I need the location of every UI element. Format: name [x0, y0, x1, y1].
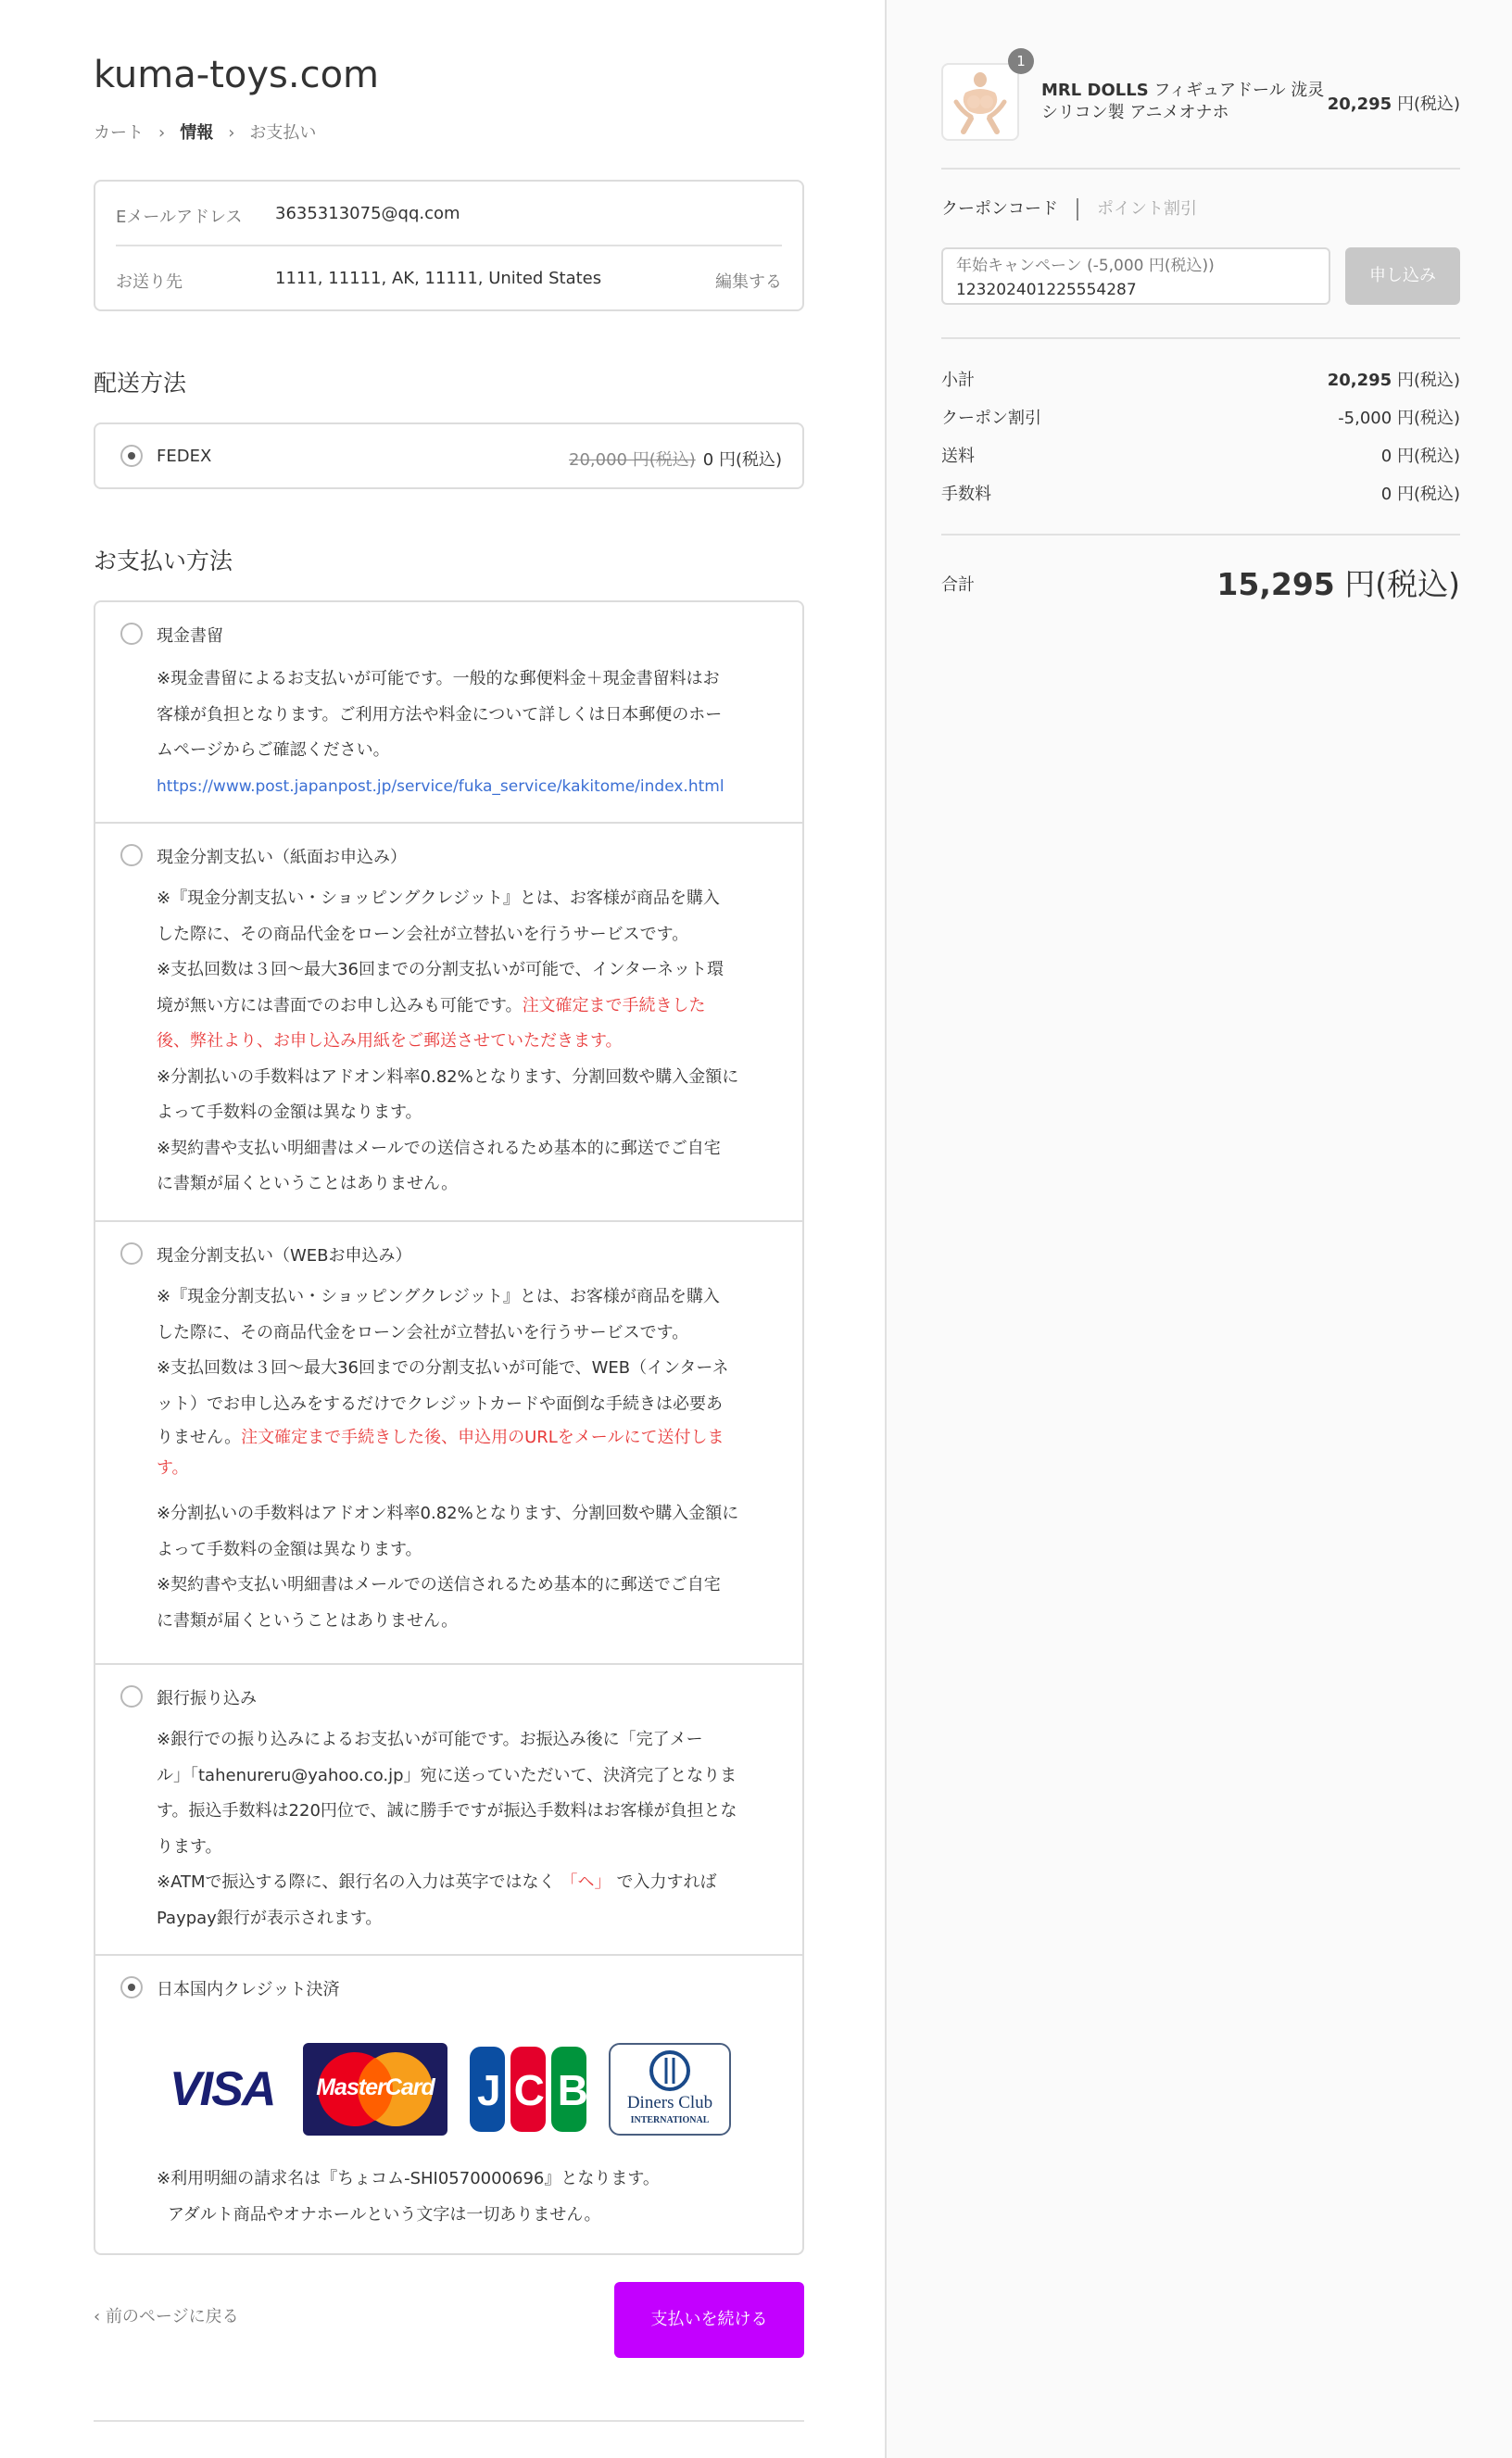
coupon-placeholder: 年始キャンペーン (-5,000 円(税込)): [956, 257, 1215, 275]
ship-to-label: お送り先: [116, 272, 183, 292]
shipping-fee-amount: 0: [1380, 447, 1392, 466]
card-logos: [170, 2043, 744, 2136]
description-text: で入力すれば: [616, 1872, 717, 1892]
description-line: よって手数料の金額は異なります。: [157, 1539, 422, 1559]
edit-address-link[interactable]: 編集する: [715, 272, 782, 292]
radio-icon[interactable]: [120, 1976, 143, 1998]
subtotal-unit: 円(税込): [1396, 371, 1460, 390]
cart-line-item: [941, 53, 1460, 145]
payment-method-title: 現金分割支払い（WEBお申込み）: [157, 1246, 412, 1266]
payment-method-cash-registered[interactable]: [95, 602, 802, 822]
description-line: ります。: [157, 1836, 222, 1857]
description-text: ※ATMで振込する際に、銀行名の入力は英字ではなく: [157, 1872, 556, 1892]
email-row: [116, 182, 782, 246]
radio-icon[interactable]: [120, 1242, 143, 1265]
email-label: Eメールアドレス: [116, 208, 243, 227]
japanpost-link[interactable]: https://www.post.japanpost.jp/service/fuka_service/kakitome/index.html: [157, 776, 724, 796]
jcb-logo: [468, 2043, 602, 2136]
red-notice: 後、弊社より、お申し込み用紙をご郵送させていただきます。: [157, 1031, 623, 1051]
handling-fee-unit: 円(税込): [1396, 485, 1460, 504]
ship-to-row: [116, 246, 782, 311]
product-name-text: フィギュアドール 泷灵: [1153, 81, 1325, 100]
description-line: す。振込手数料は220円位で、誠に勝手ですが振込手数料はお客様が負担とな: [157, 1801, 737, 1821]
back-link-label: 前のページに戻る: [105, 2307, 239, 2326]
payment-method-installment-web[interactable]: [95, 1220, 802, 1663]
description-line: Paypay銀行が表示されます。: [157, 1908, 383, 1928]
description-line: ※現金書留によるお支払いが可能です。一般的な郵便料金＋現金書留料はお: [157, 669, 720, 688]
diners-international: INTERNATIONAL: [630, 2115, 710, 2125]
description-line: ※『現金分割支払い・ショッピングクレジット』とは、お客様が商品を購入: [157, 1287, 720, 1306]
shipping-title: 配送方法: [94, 370, 187, 397]
product-brand: MRL DOLLS: [1041, 81, 1149, 100]
handling-fee-value: [1381, 481, 1460, 505]
chevron-left-icon: ‹: [94, 2307, 101, 2326]
red-notice: 「ヘ」: [561, 1872, 611, 1892]
radio-icon[interactable]: [120, 844, 143, 866]
jcb-wordmark: JCB: [477, 2066, 602, 2114]
visa-logo: VISA: [170, 2062, 275, 2116]
shipping-method-fedex[interactable]: [94, 422, 804, 489]
description-line: [157, 989, 768, 1025]
total-row: [941, 561, 1460, 607]
divider: [941, 337, 1460, 339]
subtotal-row: [941, 367, 1460, 395]
description-line: ※支払回数は３回～最大36回までの分割支払いが可能で、インターネット環: [157, 960, 724, 979]
payment-method-description: [157, 1722, 768, 1936]
description-line: ※支払回数は３回～最大36回までの分割支払いが可能で、WEB（インターネ: [157, 1358, 729, 1378]
description-text: 境が無い方には書面でのお申し込みも可能です。: [157, 995, 523, 1015]
product-price-unit: 円(税込): [1396, 95, 1460, 114]
mastercard-wordmark: MasterCard: [316, 2074, 435, 2100]
subtotal-amount: 20,295: [1327, 371, 1392, 390]
description-line: よって手数料の金額は異なります。: [157, 1103, 422, 1122]
payment-method-title: 銀行振り込み: [157, 1689, 257, 1708]
description-line: ※契約書や支払い明細書はメールでの送信されるため基本的に郵送でご自宅: [157, 1138, 721, 1158]
payment-method-title: 日本国内クレジット決済: [157, 1980, 340, 1999]
product-name-text: シリコン製 アニメオナホ: [1041, 103, 1229, 122]
coupon-discount-unit: 円(税込): [1396, 409, 1460, 428]
divider: [941, 534, 1460, 536]
description-line: ※利用明細の請求名は『ちょコム-SHI0570000696』となります。: [157, 2169, 660, 2188]
shipping-fee-label: 送料: [941, 447, 975, 466]
contact-info-box: [94, 180, 804, 311]
description-text: りません。: [157, 1428, 242, 1447]
description-line: ル」「tahenureru@yahoo.co.jp」宛に送っていただいて、決済完了となりま: [157, 1765, 737, 1785]
breadcrumb-payment: お支払い: [249, 123, 317, 143]
coupon-discount-value: [1338, 405, 1460, 429]
tab-coupon-code[interactable]: クーポンコード: [941, 199, 1058, 219]
shipping-original-price: 20,000 円(税込): [569, 450, 696, 470]
divider: [941, 168, 1460, 170]
description-line: [157, 1865, 768, 1901]
payment-method-title: 現金書留: [157, 626, 223, 646]
total-label: 合計: [941, 575, 975, 595]
payment-method-description: [157, 2162, 768, 2233]
figure-doll-image: [943, 65, 1017, 139]
tab-separator: [1077, 198, 1078, 221]
product-name: [1041, 80, 1347, 124]
payment-method-description: [157, 1279, 768, 1639]
handling-fee-row: [941, 481, 1460, 509]
coupon-discount-row: [941, 405, 1460, 433]
red-notice: 注文確定まで手続きした: [522, 995, 706, 1015]
breadcrumb-cart[interactable]: カート: [94, 123, 144, 143]
back-link[interactable]: [94, 2303, 239, 2327]
handling-fee-amount: 0: [1380, 485, 1392, 504]
apply-coupon-button[interactable]: 申し込み: [1345, 247, 1460, 305]
red-notice: す。: [157, 1458, 189, 1478]
payment-method-credit-card[interactable]: [95, 1954, 802, 2255]
radio-icon[interactable]: [120, 623, 143, 645]
continue-to-payment-button[interactable]: 支払いを続ける: [614, 2282, 804, 2358]
store-title[interactable]: kuma-toys.com: [94, 54, 380, 96]
red-notice: 注文確定まで手続きした後、申込用のURLをメールにて送付しま: [241, 1428, 724, 1447]
description-line: に書類が届くということはありません。: [157, 1610, 459, 1631]
total-value: [1216, 561, 1460, 604]
description-line: アダルト商品やオナホールという文字は一切ありません。: [168, 2204, 601, 2225]
coupon-discount-label: クーポン割引: [941, 409, 1041, 428]
payment-method-title: 現金分割支払い（紙面お申込み）: [157, 848, 407, 867]
description-line: ット）でお申し込みをするだけでクレジットカードや面倒な手続きは必要あ: [157, 1393, 724, 1414]
ship-to-value: 1111, 11111, AK, 11111, United States: [275, 269, 602, 288]
footer-divider: [94, 2420, 804, 2422]
description-line: ※契約書や支払い明細書はメールでの送信されるため基本的に郵送でご自宅: [157, 1575, 721, 1595]
description-line: ムページからご確認ください。: [157, 740, 390, 760]
diners-wordmark: Diners Club: [626, 2093, 713, 2112]
description-line: [157, 1422, 768, 1453]
description-line: した際に、その商品代金をローン会社が立替払いを行うサービスです。: [157, 924, 689, 944]
description-line: ※『現金分割支払い・ショッピングクレジット』とは、お客様が商品を購入: [157, 889, 720, 908]
coupon-discount-amount: -5,000: [1338, 409, 1392, 428]
payment-method-installment-paper[interactable]: [95, 822, 802, 1220]
quantity-badge: 1: [1008, 48, 1034, 74]
subtotal-label: 小計: [941, 371, 975, 390]
payment-title: お支払い方法: [94, 548, 233, 574]
shipping-price: [569, 447, 782, 471]
product-price: [1328, 91, 1460, 115]
shipping-method-name: FEDEX: [157, 447, 212, 466]
breadcrumb: [94, 120, 316, 144]
tab-point-discount[interactable]: ポイント割引: [1097, 199, 1197, 219]
description-line: に書類が届くということはありません。: [157, 1174, 459, 1193]
discount-tabs: [941, 195, 1197, 221]
product-thumbnail: [941, 63, 1019, 141]
payment-methods-box: [94, 600, 804, 2255]
description-line: ※分割払いの手数料はアドオン料率0.82%となります、分割回数や購入金額に: [157, 1066, 739, 1087]
coupon-code-input[interactable]: [941, 247, 1330, 305]
total-amount: 15,295: [1216, 566, 1335, 602]
shipping-fee-unit: 円(税込): [1396, 447, 1460, 466]
radio-icon[interactable]: [120, 445, 143, 467]
description-line: した際に、その商品代金をローン会社が立替払いを行うサービスです。: [157, 1322, 689, 1342]
chevron-right-icon: ›: [228, 123, 235, 143]
breadcrumb-info: 情報: [180, 123, 214, 143]
coupon-value: 123202401225554287: [956, 281, 1137, 299]
handling-fee-label: 手数料: [941, 485, 991, 504]
shipping-fee-value: [1381, 443, 1460, 467]
chevron-right-icon: ›: [158, 123, 166, 143]
description-line: ※銀行での振り込みによるお支払いが可能です。お振込み後に「完了メー: [157, 1730, 703, 1749]
subtotal-value: [1328, 367, 1460, 391]
payment-method-description: [157, 881, 768, 1203]
payment-method-bank-transfer[interactable]: [95, 1663, 802, 1954]
total-unit: 円(税込): [1344, 566, 1460, 602]
shipping-current-price: 0 円(税込): [702, 450, 782, 470]
shipping-fee-row: [941, 443, 1460, 471]
order-summary-panel: [885, 0, 1512, 2458]
email-value: 3635313075@qq.com: [275, 204, 460, 223]
mastercard-logo: [303, 2043, 447, 2136]
diners-club-logo: [609, 2043, 731, 2136]
radio-icon[interactable]: [120, 1685, 143, 1708]
product-price-value: 20,295: [1327, 95, 1392, 114]
description-line: 客様が負担となります。ご利用方法や料金について詳しくは日本郵便のホー: [157, 704, 723, 725]
payment-method-description: [157, 662, 768, 804]
description-line: ※分割払いの手数料はアドオン料率0.82%となります、分割回数や購入金額に: [157, 1504, 739, 1523]
